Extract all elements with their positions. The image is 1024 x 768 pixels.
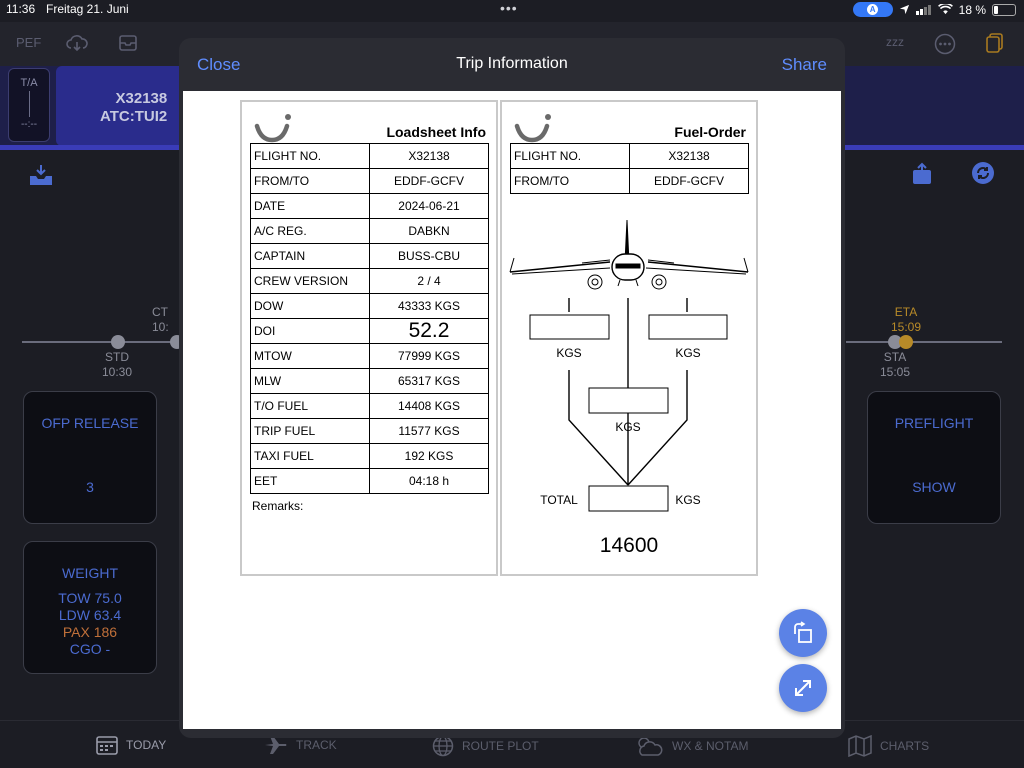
loadsheet-value: 77999 KGS — [370, 344, 489, 369]
fuel_order-row — [511, 169, 749, 194]
loadsheet-value: 43333 KGS — [370, 294, 489, 319]
loadsheet-key: DOI — [251, 319, 370, 344]
loadsheet-row — [251, 344, 489, 369]
aircraft-front-icon — [510, 220, 748, 289]
loadsheet-row — [251, 369, 489, 394]
ta-label: T/A — [20, 77, 38, 89]
battery-icon — [992, 4, 1016, 16]
loadsheet-value: DABKN — [370, 219, 489, 244]
fuel_order-row — [511, 144, 749, 169]
share-button[interactable]: Share — [781, 55, 827, 74]
eta-label-text: ETA — [894, 305, 918, 319]
rotate-icon — [791, 621, 815, 645]
loadsheet-key: CAPTAIN — [251, 244, 370, 269]
loadsheet-value: X32138 — [370, 144, 489, 169]
loadsheet-row — [251, 219, 489, 244]
loadsheet-value: 04:18 h — [370, 469, 489, 494]
loadsheet-key: CREW VERSION — [251, 269, 370, 294]
ta-value: --:-- — [20, 119, 38, 130]
tui-logo-icon — [254, 112, 294, 144]
eta-time: 15:09 — [890, 320, 922, 334]
loadsheet-value: 14408 KGS — [370, 394, 489, 419]
ctot-label — [152, 305, 180, 335]
modal-header — [179, 38, 845, 90]
eta-marker — [899, 335, 913, 349]
loadsheet-key: T/O FUEL — [251, 394, 370, 419]
ctot-label-text: CT — [152, 305, 168, 319]
remarks-label: Remarks: — [252, 499, 304, 513]
total-fuel-value: 14600 — [599, 534, 659, 557]
close-button[interactable]: Close — [197, 55, 241, 74]
loadsheet-row — [251, 144, 489, 169]
loadsheet-table — [250, 143, 489, 494]
wifi-icon — [938, 4, 953, 15]
loadsheet-key: TRIP FUEL — [251, 419, 370, 444]
sync-icon[interactable] — [971, 161, 995, 185]
status-time: 11:36 — [6, 2, 36, 16]
cellular-signal-icon — [916, 4, 932, 15]
tab-route-plot-label: ROUTE PLOT — [462, 739, 539, 753]
location-pill — [853, 2, 893, 17]
loadsheet-row — [251, 469, 489, 494]
atc-callsign: ATC:TUI2 — [100, 108, 168, 125]
loadsheet-row — [251, 394, 489, 419]
weight-pax: PAX 186 — [62, 624, 118, 640]
inbox-download-icon[interactable] — [28, 163, 54, 187]
loadsheet-key: MLW — [251, 369, 370, 394]
ofp-release-value: 3 — [86, 479, 94, 495]
calendar-icon — [96, 735, 118, 755]
location-pill-label: A — [867, 4, 878, 15]
loadsheet-key: TAXI FUEL — [251, 444, 370, 469]
fuel-order-table — [510, 143, 749, 194]
weight-ldw: LDW 63.4 — [58, 607, 122, 623]
right-tank-box — [649, 315, 727, 339]
toolbar-left-label[interactable]: PEF — [16, 35, 42, 50]
weight-tow: TOW 75.0 — [58, 590, 122, 606]
flight-number: X32138 — [115, 90, 168, 107]
documents-icon[interactable] — [985, 32, 1005, 54]
airplane-icon — [264, 735, 288, 755]
rotate-button[interactable] — [779, 609, 827, 657]
flight-info — [100, 90, 167, 126]
loadsheet-row — [251, 419, 489, 444]
sleep-icon[interactable]: zzz — [886, 35, 904, 49]
std-label-text: STD — [105, 350, 129, 364]
more-icon[interactable] — [934, 33, 956, 55]
weight-card[interactable] — [23, 541, 157, 674]
std-marker — [111, 335, 125, 349]
tray-icon[interactable] — [118, 33, 138, 53]
ctot-time: 10: — [152, 320, 169, 334]
loadsheet-key: EET — [251, 469, 370, 494]
loadsheet-key: A/C REG. — [251, 219, 370, 244]
right-tank-unit: KGS — [675, 346, 701, 360]
fuel-order-title: Fuel-Order — [674, 124, 746, 140]
loadsheet-key: FLIGHT NO. — [251, 144, 370, 169]
loadsheet-title: Loadsheet Info — [386, 124, 486, 140]
loadsheet-key: FROM/TO — [251, 169, 370, 194]
loadsheet-value: 192 KGS — [370, 444, 489, 469]
std-time: 10:30 — [101, 365, 133, 379]
loadsheet-row — [251, 269, 489, 294]
sta-label-text: STA — [883, 350, 907, 364]
map-icon — [848, 735, 872, 757]
tab-track-label: TRACK — [296, 738, 337, 752]
ofp-release-card[interactable] — [23, 391, 157, 524]
loadsheet-value: 65317 KGS — [370, 369, 489, 394]
fuel_order-value: EDDF-GCFV — [630, 169, 749, 194]
center-tank-box — [589, 388, 668, 413]
loadsheet-value: 52.2 — [370, 319, 489, 344]
total-label: TOTAL — [540, 493, 578, 507]
status-right — [853, 2, 1016, 17]
fuel-tank-diagram — [502, 212, 756, 512]
total-unit: KGS — [675, 493, 701, 507]
fuel_order-value: X32138 — [630, 144, 749, 169]
preflight-title: PREFLIGHT — [894, 415, 974, 431]
loadsheet-value: 2024-06-21 — [370, 194, 489, 219]
status-date: Freitag 21. Juni — [46, 2, 129, 16]
center-tank-unit: KGS — [615, 420, 641, 434]
loadsheet-row — [251, 319, 489, 344]
tab-wx-notam-label: WX & NOTAM — [672, 739, 749, 753]
globe-icon — [432, 735, 454, 757]
left-tank-box — [530, 315, 609, 339]
modal-title: Trip Information — [456, 55, 568, 72]
preflight-value: SHOW — [912, 479, 956, 495]
sta-label — [865, 350, 925, 380]
share-icon[interactable] — [911, 162, 933, 186]
status-bar — [0, 0, 1024, 18]
tab-today-label: TODAY — [126, 738, 167, 752]
weather-icon — [634, 735, 664, 757]
fuel-order-doc — [500, 100, 758, 576]
tab-charts-label: CHARTS — [880, 739, 930, 753]
tab-wx-notam[interactable] — [634, 735, 748, 757]
loadsheet-key: DOW — [251, 294, 370, 319]
total-box — [589, 486, 668, 511]
tab-track[interactable] — [264, 735, 337, 755]
trip-information-modal — [179, 38, 845, 738]
weight-title: WEIGHT — [62, 565, 118, 581]
ofp-release-title: OFP RELEASE — [41, 415, 139, 431]
loadsheet-key: MTOW — [251, 344, 370, 369]
eta-label — [876, 305, 936, 335]
loadsheet-row — [251, 294, 489, 319]
loadsheet-row — [251, 244, 489, 269]
tab-today[interactable] — [96, 735, 166, 755]
loadsheet-row — [251, 194, 489, 219]
ta-box — [8, 68, 50, 142]
ta-divider — [29, 91, 30, 117]
loadsheet-key: DATE — [251, 194, 370, 219]
loadsheet-doc — [240, 100, 498, 576]
loadsheet-value: BUSS-CBU — [370, 244, 489, 269]
expand-icon — [792, 677, 814, 699]
loadsheet-row — [251, 444, 489, 469]
timeline-right — [846, 341, 1002, 343]
tab-charts[interactable] — [848, 735, 929, 757]
multitasking-dots-icon[interactable]: ••• — [500, 0, 518, 16]
expand-button[interactable] — [779, 664, 827, 712]
left-tank-unit: KGS — [556, 346, 582, 360]
loadsheet-row — [251, 169, 489, 194]
tab-route-plot[interactable] — [432, 735, 539, 757]
battery-fill — [994, 6, 998, 14]
loadsheet-value: EDDF-GCFV — [370, 169, 489, 194]
tui-logo-icon — [514, 112, 554, 144]
fuel_order-key: FLIGHT NO. — [511, 144, 630, 169]
std-label — [87, 350, 147, 380]
battery-percent: 18 % — [958, 2, 986, 17]
cloud-download-icon[interactable] — [66, 34, 88, 52]
location-arrow-icon — [899, 4, 910, 15]
loadsheet-value: 2 / 4 — [370, 269, 489, 294]
document-sheet — [183, 91, 841, 729]
weight-cgo: CGO - — [69, 641, 111, 657]
timeline-left — [22, 341, 182, 343]
fuel_order-key: FROM/TO — [511, 169, 630, 194]
preflight-card[interactable] — [867, 391, 1001, 524]
sta-time: 15:05 — [879, 365, 911, 379]
loadsheet-value: 11577 KGS — [370, 419, 489, 444]
